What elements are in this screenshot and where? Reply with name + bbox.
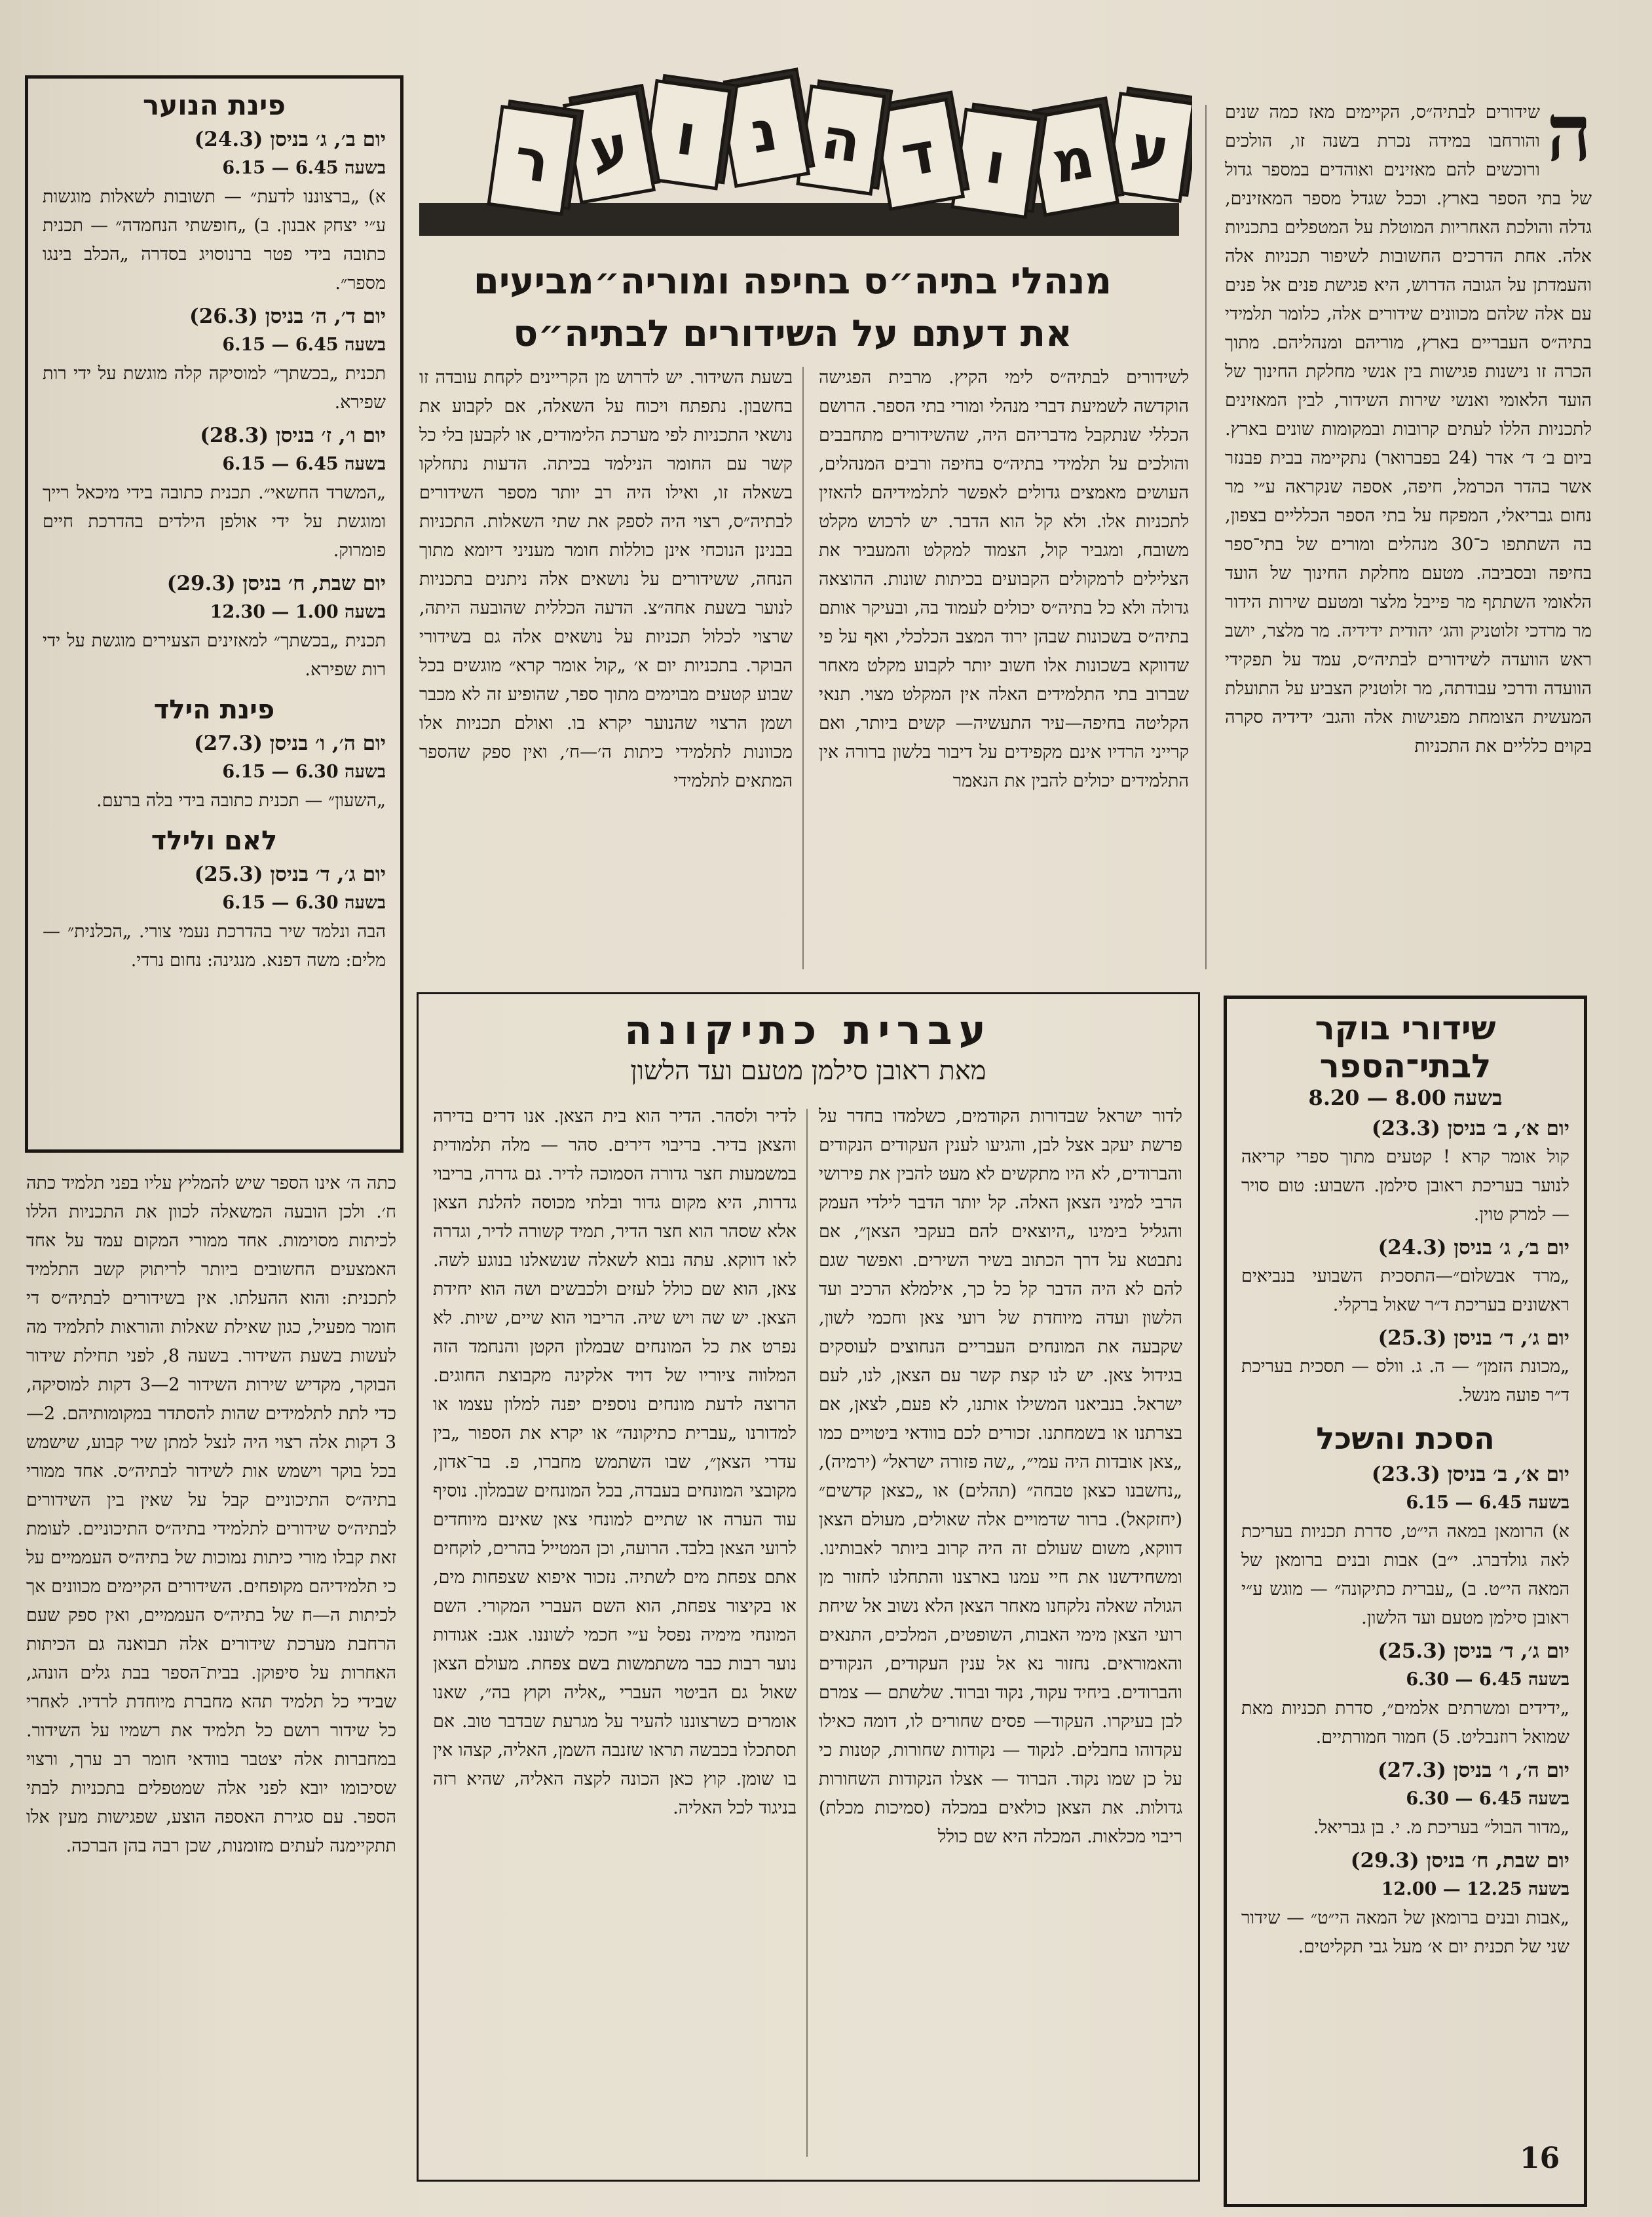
article2-byline: מאת ראובן סילמן מטעם ועד הלשון	[630, 1056, 986, 1086]
article2-column-right	[819, 1102, 1182, 2163]
schedule-day: יום שבת, ח׳ בניסן (29.3)	[1350, 1849, 1569, 1872]
article2-column-left	[433, 1102, 797, 2163]
article-headline	[406, 255, 1179, 360]
article2-text-right: לדור ישראל שבדורות הקודמים, כשלמדו בחדר על פרשת יעקב אצל לבן, והגיעו לענין העקודים הנקודים והברודים, לא היו מתקשים לא מעט להבין את פירושי הרבי למיני הצאן האלה. קל יותר הדבר לילדי העמק והגליל בימינו „היוצאים להם בעקבי הצאן״, אם נתבטא על דרך הכתוב בשיר השירים. ואפשר שגם להם לא היה הדבר קל כל כך, אילמלא הרכיב ועד הלשון ועדה מיוחדת של רועי צאן וחכמי לשון, שקבעה את המונחים העבריים הנחוצים לעוסקים בגידול צאן. יש לנו קצת קשר עם הצאן, לנו, לעם ישראל. בנביאנו המשילו אותנו, לא פעם, לצאן, אם בצרתנו או בשמחתנו. זכורים לכם בוודאי ביטויים כמו „צאן אובדות היה עמי״, „שה פזורה ישראל״ (ירמיה), „נחשבנו כצאן טבחה״ (תהלים) או „כצאן קדשים״ (יחזקאל). ברור שדמויים אלה שאולים, מעולם הצאן דווקא, משום שעולם זה היה קרוב ביותר לאבותינו. ומשחידשנו את חיי עמנו בארצנו והתחלנו לחזור מן הגולה שאלה נלקחנו מאחר הצאן הלא נשוב אל שיחת רועי הצאן מימי האבות, השופטים, המלכים, התנאים והאמוראים. נחזור נא אל ענין העקודים, הנקודים והברודים. ביחיד עקוד, נקוד וברוד. שלשתם — צמרם לבן בעיקרו. העקוד— פסים שחורים לו, דומה כאילו עקדוהו בחבלים. לנקוד — נקודות שחורות, קטנות כי על כן שמו נקוד. הברוד — אצלו הנקודות השחורות גדולות. את הצאן כולאים במכלה (סמיכות מכלת) ריבוי מכלאות. המכלה היא שם כולל	[819, 1106, 1182, 1847]
intro-text: שידורים לבתיה״ס, הקיימים מאז כמה שנים והורחבו במידה נכרת בשנה זו, הולכים ורוכשים להם מאזינים ואוהדים במספר גדול של בתי הספר בארץ. וככל שגדל מספר המאזינים, גדלה והולכת האחריות המוטלת על המטפלים בתכניות אלה. אחת הדרכים החשובות לשיפור תכניות אלה והעמדתן על הגובה הדרוש, היא פגישת פנים אל פנים עם אלה שלהם מכוונים שידורים אלה, כלומר תלמידי בתיה״ס העבריים בארץ, מוריהם ומנהליהם. מתוך הכרה זו נישנות פגישות בין אנשי מחלקת החינוך של הועד הלאומי ואנשי שירות השידור, לבין המאזינים לתכניות הללו לעתים קרובות ובמקומות שונים בארץ. ביום ב׳ ד׳ אדר (24 בפברואר) נתקיימה בבית פבנזר אשר בהדר הכרמל, חיפה, אספה שנקראה ע״י מר נחום גבריאלי, המפקח על בתי הספר הכלליים בצפון, בה השתתפו כ־30 מנהלים ומורים של בתי־ספר בחיפה ובסביבה. מטעם מחלקת החינוך של הועד הלאומי השתתף מר פייבל מלצר ומטעם שירות הידור מר מרדכי זלוטניק והג׳ יהודית ידידיה. מר מלצר, יושב ראש הוועדה לשידורים לבתיה״ס, עמד על תפקידי הוועדה ודרכי עבודתה, מר זלוטניק הצביע על התועלת המעשית הצומחת מפגישות אלה והגב׳ ידידיה סקרה בקוים כלליים את התכניות	[1225, 102, 1592, 756]
schedule-prog: א) „ברצוננו לדעת״ — תשובות לשאלות מוגשות ע״י יצחק אבנון. ב) „חופשתי הנחמדה״ — תכנית כתובה בידי פטר ברנוסויג בסדרה „הכלב בינגו מספר״.	[43, 187, 386, 293]
schedule-prog: „ידידים ומשרתים אלמים״, סדרת תכניות מאת שמואל רוזנבליט. 5) חמור חמורתיים.	[1241, 1698, 1569, 1747]
morning-schedule	[1227, 1114, 1584, 1410]
banner-books-logo	[419, 52, 1192, 249]
schedule-time: בשעה 12.25 — 12.00	[1381, 1879, 1569, 1899]
schedule-day: יום ג׳, ד׳ בניסן (25.3)	[1378, 1639, 1569, 1663]
schedule-day: יום ו׳, ז׳ בניסן (28.3)	[200, 424, 386, 447]
mother-child-title: לאם ולילד	[151, 826, 278, 856]
dropcap-letter: ה	[1546, 98, 1592, 179]
article-column-left	[419, 363, 793, 976]
headline-line2: את דעתם על השידורים לבתיה״ס	[513, 312, 1072, 355]
schedule-prog: „אבות ובנים ברומאן של המאה הי״ט״ — שידור שני של תכנית יום א׳ מעל גבי תקליטים.	[1241, 1908, 1569, 1957]
schedule-day: יום ה׳, ו׳ בניסן (27.3)	[1378, 1759, 1569, 1782]
schedule-day: יום א׳, ב׳ בניסן (23.3)	[1371, 1117, 1569, 1140]
left-lower-column	[26, 1169, 396, 2191]
schedule-time: בשעה 6.45 — 6.15	[1406, 1493, 1569, 1513]
schedule-prog: הבה ונלמד שיר בהדרכת נעמי צורי. „הכלנית״ — מלים: משה דפנא. מנגינה: נחום נרדי.	[43, 922, 386, 971]
schedule-prog: א) הרומאן במאה הי״ט, סדרת תכניות בעריכת לאה גולדברג. י״ב) אבות ובנים ברומאן של המאה הי״ט. ב) „עברית כתיקונה״ — מוגש ע״י ראובן סילמן מטעם ועד הלשון.	[1241, 1521, 1569, 1628]
youth-corner-title: פינת הנוער	[143, 89, 286, 121]
banner-letter: ע	[585, 113, 634, 184]
schedule-day: יום שבת, ח׳ בניסן (29.3)	[166, 572, 386, 595]
schedule-day: יום ב׳, ג׳ בניסן (24.3)	[194, 128, 386, 151]
schedule-time: בשעה 6.45 — 6.30	[1406, 1789, 1569, 1809]
page-number: 16	[1520, 2142, 1560, 2175]
article-column-right	[819, 363, 1189, 976]
schedule-prog: קול אומר קרא ! קטעים מתוך ספרי קריאה לנוער בעריכת ראובן סילמן. השבוע: טום סויר — למרק טוין.	[1241, 1147, 1569, 1225]
schedule-time: בשעה 6.30 — 6.15	[222, 893, 386, 913]
haskel-title: הסכת והשכל	[1316, 1421, 1495, 1456]
banner-letter: ה	[817, 105, 865, 176]
schedule-prog: תכנית „בכשתך״ למאזינים הצעירים מוגשת על ידי רות שפירא.	[43, 631, 386, 680]
schedule-day: יום א׳, ב׳ בניסן (23.3)	[1371, 1462, 1569, 1486]
schedule-prog: תכנית „בכשתך״ למוסיקה קלה מוגשת על ידי רות שפירא.	[43, 363, 386, 413]
schedule-prog: „השעון״ — תכנית כתובה בידי בלה ברעם.	[96, 791, 386, 811]
schedule-time: בשעה 6.45 — 6.15	[222, 335, 386, 355]
schedule-day: יום ג׳, ד׳ בניסן (25.3)	[1378, 1326, 1569, 1350]
child-schedule	[28, 729, 400, 815]
column-rule	[806, 1109, 808, 2157]
intro-column	[1225, 98, 1592, 973]
schedule-day: יום ה׳, ו׳ בניסן (27.3)	[194, 732, 386, 755]
schedule-time: בשעה 1.00 — 12.30	[210, 602, 386, 622]
morning-title-1: שידורי בוקר	[1315, 1009, 1496, 1047]
youth-corner-box	[25, 75, 404, 1153]
schedule-day: יום ב׳, ג׳ בניסן (24.3)	[1378, 1236, 1569, 1259]
article2-title: עברית כתיקונה	[624, 1006, 992, 1054]
morning-broadcasts-box	[1224, 996, 1587, 2207]
article-text-left: בשעת השידור. יש לדרוש מן הקריינים לקחת עובדה זו בחשבון. נתפתח ויכוח על השאלה, אם לקבוע את נושאי התכניות לפי מערכת הלימודים, או לקבען בלי כל קשר עם החומר הנילמד בכיתה. הדעות נתחלקו בשאלה זו, ואילו היה רב יותר מספר השידורים לבתיה״ס, רצוי היה לספק את שתי השאלות. התכניות בבנינן הנוכחי אינן כוללות חומר מעניני דיומא מתוך הנחה, ששידורים על נושאים אלה ניתנים בתכניות לנוער בשעת אחה״צ. הדעה הכללית שהובעה היתה, שרצוי לכלול תכניות על נושאים אלה גם בשידורי הבוקר. בתכניות יום א׳ „קול אומר קרא״ מוגשים בכל שבוע קטעים מבוימים מתוך ספר, שהופיע זה לא מכבר ושמן הרצוי שהנוער יקרא בו. ואולם תכניות אלו מכוונות לתלמידי כיתות ה׳—ח׳, ואין ספק שהספר המתאים לתלמידי	[419, 367, 793, 791]
banner-letter: נ	[745, 97, 783, 167]
banner-book-8	[489, 100, 582, 215]
schedule-prog: „מדור הבול״ בעריכת מ. י. בן גבריאל.	[1313, 1817, 1569, 1838]
youth-schedule	[28, 125, 400, 684]
article2-text-left: לדיר ולסהר. הדיר הוא בית הצאן. אנו דרים בדירה והצאן בדיר. בריבוי דירים. סהר — מלה תלמודית במשמעות חצר גדורה הסמוכה לדיר. גם גדרה, בריבוי גדרות, היא מקום גדור ובלתי מכוסה להלנת הצאן אלא שסהר הוא חצר הדיר, תמיד קשורה לדיר, וגדרה לאו דווקא. עתה נבוא לשאלה שנשאלנו בנוגע לשה. צאן, הוא שם כולל לעזים ולכבשים ושה הוא יחידת הצאן. יש שה ויש שיה. הריבוי הוא שיים, שיות. לא נפרט את כל המונחים שבמלון הקטן והנחמד הזה המלווה ציוריו של דויד אלקינה מקבוצת החוגים. הרוצה לדעת מונחים נוספים יפנה למלון עצמו או למדורנו „עברית כתיקונה״ או יקרא את הספור „בין עדרי הצאן״, שבו השתמש מחברו, פ. בר־אדון, מקובצי המונחים בעבדה, בכל המונחים שבמלון. נוסיף עוד הערה או שתיים למונחי צאן שאינם מיוחדים לרועי הצאן בלבד. הרועה, וכן המטייל בהרים, לוקחים אתם צפחת מים לשתיה. נזכור איפוא שצפחות מים, או בקיצור צפחת, הוא השם העברי המקורי. השם המונחי מימיה נפסל ע״י חכמי לשוננו. אגב: אגודות נוער רבות כבר משתמשות בשם צפחת. מעולם הצאן שאול גם הביטוי העברי „אליה וקוץ בה״, שאנו אומרים כשרצוננו להעיר על מגרעת שבדבר טוב. אם תסתכלו בכבשה תראו שזנבה השמן, האליה, קצהו אין בו שומן. קוץ כאן הכונה לקצה האליה, שהיא רזה בניגוד לכל האליה.	[433, 1106, 797, 1818]
article-text-right: לשידורים לבתיה״ס לימי הקיץ. מרבית הפגישה הוקדשה לשמיעת דברי מנהלי ומורי בתי הספר. הרושם הכללי שנתקבל מדבריהם היה, שהשידורים מתחבבים והולכים על תלמידי בתיה״ס בחיפה ורבים המנהלים, העושים מאמצים גדולים לאפשר לתלמידיהם להאזין לתכניות אלו. ולא קל הוא הדבר. יש לרכוש מקלט משובח, ומגביר קול, הצמוד למקלט והמעביר את הצלילים לרמקולים הקבועים בכיתות שונות. ההוצאה גדולה ולא כל בתיה״ס יכולים לעמוד בה, ובעיקר אותם בתיה״ס בשכונות שבהן ירוד המצב הכלכלי, ואף על פי שדווקא בשכונות אלו חשוב יותר לקבוע מקלט מאחר שברוב בתי התלמידים האלה אין המקלט מצוי. תנאי הקליטה בחיפה—עיר התעשיה— קשים ביותר, ואם קרייני הרדיו אינם מקפידים על דיבור בלשון ברורה אין התלמידים יכולים להבין את הנאמר	[819, 367, 1189, 791]
banner-letter: ו	[672, 102, 701, 170]
schedule-prog: „המשרד החשאי״. תכנית כתובה בידי מיכאל רייך ומוגשת על ידי אולפן הילדים בהדרכת חיים פומרוק.	[43, 483, 386, 561]
banner-letter: ע	[1127, 113, 1174, 183]
child-corner-title: פינת הילד	[153, 695, 275, 725]
schedule-time: בשעה 6.45 — 6.15	[222, 158, 386, 178]
schedule-prog: „מרד אבשלום״—התסכית השבועי בנביאים ראשונים בעריכת ד״ר שאול ברקלי.	[1241, 1266, 1569, 1315]
schedule-time: בשעה 6.45 — 6.15	[222, 454, 386, 474]
haskel-schedule	[1227, 1460, 1584, 1962]
column-rule	[1205, 105, 1207, 969]
hebrew-article-box	[417, 992, 1200, 2182]
left-lower-text: כתה ה׳ אינו הספר שיש להמליץ עליו בפני תלמיד כתה ח׳. ולכן הובעה המשאלה לכוון את התכניות הללו לכיתות מסוימות. אחד ממורי המקום עמד על אחד האמצעים החשובים ביותר לריתוק קשב התלמיד לתכנית: והוא ההעלתו. אין בשידורים לבתיה״ס די חומר מפעיל, כגון שאילת שאלות והוראות לתלמיד מה לעשות בשעת השידור. בשעה 8, לפני תחילת שידור הבוקר, מקדיש שירות השידור 2—3 דקות למוסיקה, כדי לתת לתלמידים שהות להסתדר במקומותיהם. 2—3 דקות אלה רצוי היה לנצל למתן שיר קבוע, שישמש בכל בוקר וישמש אות לשידור לבתיה״ס. אחד ממורי בתיה״ס התיכוניים קבל על שאין בין השידורים לבתיה״ס שידורים לתלמידי בתיה״ס התיכוניים. לעומת זאת קבלו מורי כיתות נמוכות של בתיה״ס העממיים על כי תלמידיהם מקופחים. השידורים הקיימים מכוונים אך לכיתות ה—ח של בתיה״ס העממיים, ואין ספק שעם הרחבת מערכת שידורים אלה תבואנה גם הכיתות האחרות על סיפוקן. בבית־הספר בבת גלים הונהג, שבידי כל תלמיד תהא מחברת מיוחדת לרדיו. לאחרי כל שידור רושם כל תלמיד את רשמיו על השידור. במחברות אלה יצטבר בוודאי חומר רב ערך, ורצוי שסיכומו יובא לפני אלה שמטפלים בתכניות לבתי הספר. עם סגירת האספה הוצע, שפגישות מעין אלו תתקיימנה לעתים מזומנות, שכן רבה בהן הברכה.	[26, 1173, 396, 1856]
banner-book-4	[798, 80, 892, 195]
banner-book-2	[952, 103, 1046, 217]
schedule-time: בשעה 6.45 — 6.30	[1406, 1669, 1569, 1690]
morning-title-2: לבתי־הספר	[1319, 1047, 1492, 1085]
banner-letter: ו	[981, 130, 1010, 198]
schedule-time: בשעה 6.30 — 6.15	[222, 762, 386, 782]
banner-letter: ר	[510, 126, 554, 196]
banner-letter: ד	[896, 120, 941, 191]
schedule-day: יום ג׳, ד׳ בניסן (25.3)	[194, 863, 386, 886]
headline-line1: מנהלי בתיה״ס בחיפה ומוריה״מביעים	[473, 260, 1112, 303]
column-rule	[802, 367, 804, 969]
schedule-day: יום ד׳, ה׳ בניסן (26.3)	[189, 305, 386, 328]
schedule-prog: „מכונת הזמן״ — ה. ג. וולס — תסכית בעריכת ד״ר פועה מנשל.	[1241, 1356, 1569, 1406]
morning-time: בשעה 8.00 — 8.20	[1308, 1085, 1503, 1110]
mother-child-schedule	[28, 860, 400, 975]
banner-letter: מ	[1047, 124, 1099, 197]
